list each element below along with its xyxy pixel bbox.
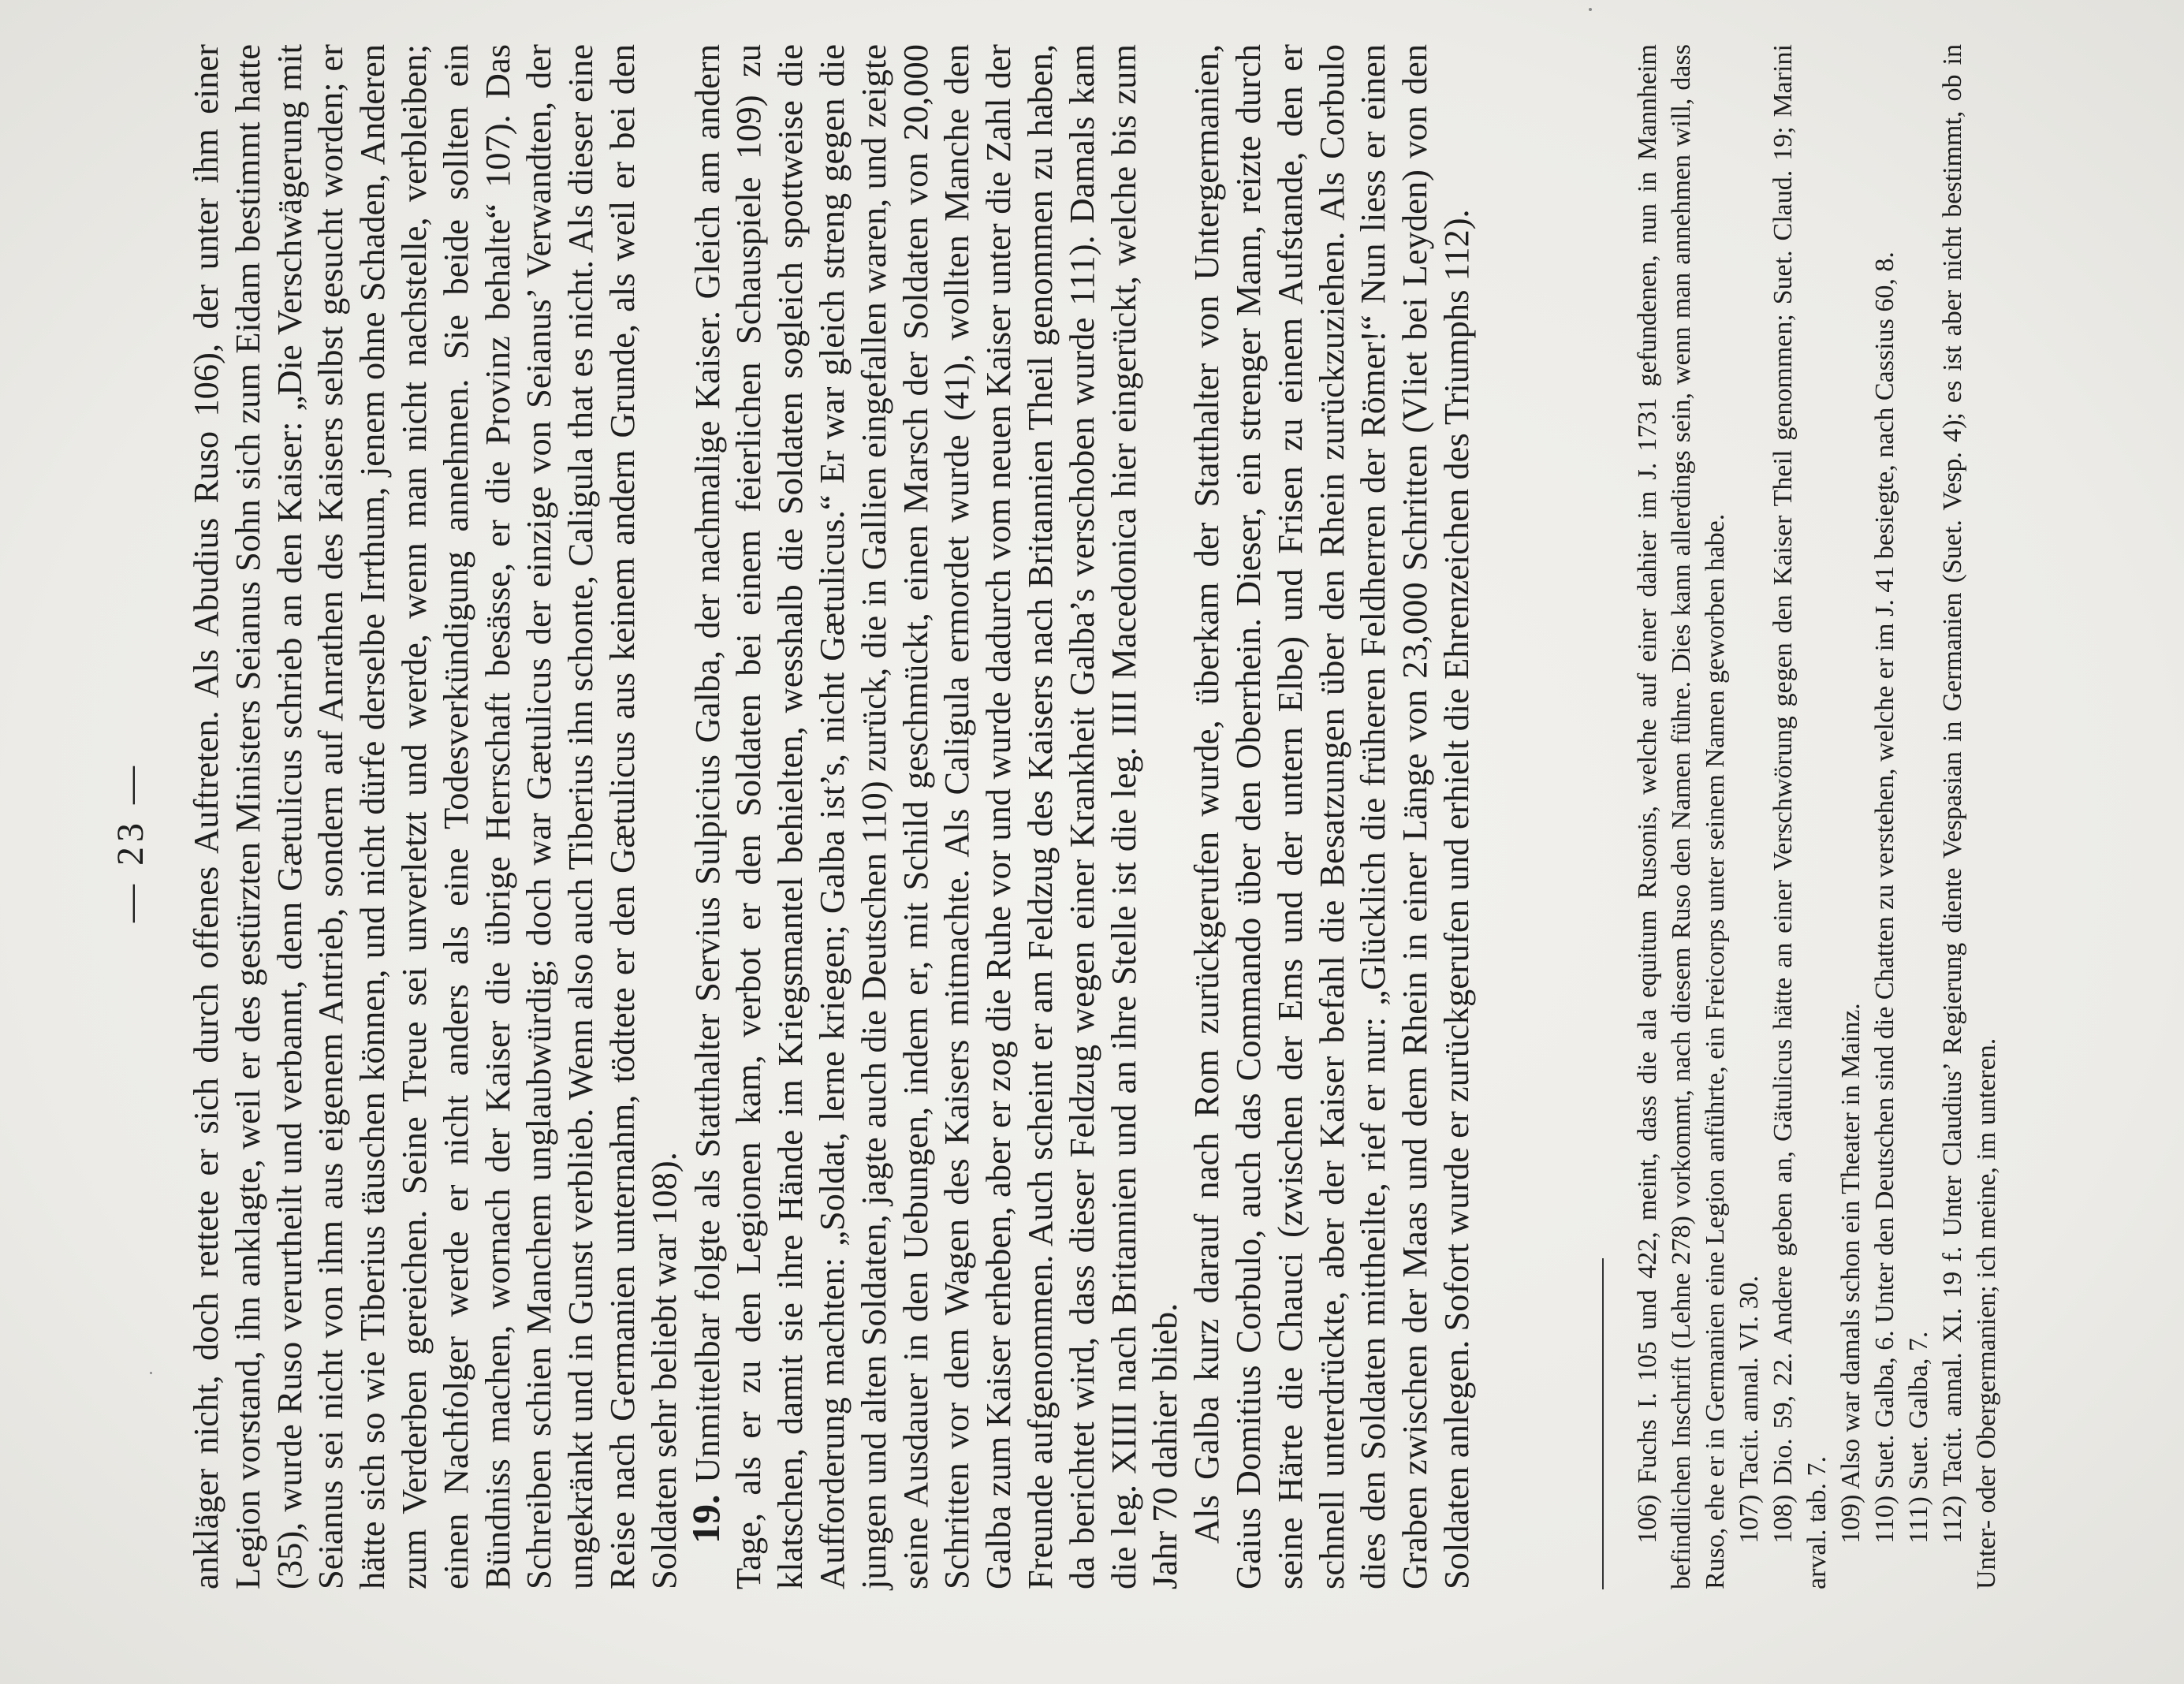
footnote-106: 106) Fuchs I. 105 und 422, meint, dass die ala equitum Rusonis, welche auf einer dahier im J. 1731 gefundenen, nun in Mannheim befindlichen Inschrift (Lehne 278) vorkommt, nach diesem Ruso den Namen führe. Dies kann allerdings sein, wenn man annehmen will, dass Ruso, ehe er in Germanien eine Legion anführte, ein Freicorps unter seinem Namen geworben habe.	[1633, 44, 1730, 1589]
page-number: — 23 —	[110, 762, 151, 922]
section-number: 19.	[683, 1494, 728, 1544]
footnote-108: 108) Dio. 59, 22. Andere geben an, Gätulicus hätte an einer Verschwörung gegen den Kaiser Theil genommen; Suet. Claud. 19; Marini arval. tab. 7.	[1768, 44, 1832, 1589]
paragraph-3: Als Galba kurz darauf nach Rom zurückgerufen wurde, überkam der Statthalter von Untergermanien, Gaius Domitius Corbulo, auch das Commando über den Oberrhein. Dieser, ein strenger Mann, reizte durch seine Härte die Chauci (zwischen der Ems und der untern Elbe) und Frisen zu einem Aufstande, den er schnell unterdrückte, aber der Kaiser befahl die Besatzungen über den Rhein zurückzuziehen. Als Corbulo dies den Soldaten mittheilte, rief er nur: „Glücklich die früheren Feldherren der Römer!“ Nun liess er einen Graben zwischen der Maas und dem Rhein in einer Länge von 23,000 Schritten (Vliet bei Leyden) von den Soldaten anlegen. Sofort wurde er zurückgerufen und erhielt die Ehrenzeichen des Triumphs 112).	[1187, 44, 1476, 1589]
footnote-107: 107) Tacit. annal. VI. 30.	[1735, 1275, 1764, 1544]
paragraph-2	[685, 44, 1187, 1589]
footnote-110: 110) Suet. Galba, 6. Unter den Deutschen sind die Chatten zu verstehen, welche er im J. 41 besiegte, nach Cassius 60, 8.	[1870, 251, 1899, 1544]
main-text	[185, 44, 1478, 1589]
paragraph-2-text: Unmittelbar folgte als Statthalter Servius Sulpicius Galba, der nachmalige Kaiser. Gleich am andern Tage, als er zu den Legionen kam, verbot er den Soldaten bei einem feierlichen Schauspiele 109) zu klatschen, damit sie ihre Hände im Kriegsmantel behielten, wesshalb die Soldaten sogleich spottweise die Aufforderung machten: „Soldat, lerne kriegen; Galba ist’s, nicht Gætulicus.“ Er war gleich streng gegen die jungen und alten Soldaten, jagte auch die Deutschen 110) zurück, die in Gallien eingefallen waren, und zeigte seine Ausdauer in den Uebungen, indem er, mit Schild geschmückt, einen Marsch der Soldaten von 20,000 Schritten vor dem Wagen des Kaisers mitmachte. Als Caligula ermordet wurde (41), wollten Manche den Galba zum Kaiser erheben, aber er zog die Ruhe vor und wurde dadurch vom neuen Kaiser unter die Zahl der Freunde aufgenommen. Auch scheint er am Feldzug des Kaisers nach Britannien Theil genommen zu haben, da berichtet wird, dass dieser Feldzug wegen einer Krankheit Galba’s verschoben wurde 111). Damals kam die leg. XIIII nach Britannien und an ihre Stelle ist die leg. IIII Macedonica hier eingerückt, welche bis zum Jahr 70 dahier blieb.	[687, 44, 1185, 1589]
footnote-111: 111) Suet. Galba, 7.	[1904, 1331, 1933, 1544]
footnote-rule	[1602, 1258, 1604, 1589]
footnotes	[1631, 44, 2003, 1589]
paragraph-1: ankläger nicht, doch rettete er sich durch offenes Auftreten. Als Abudius Ruso 106), der unter ihm einer Legion vorstand, ihn anklagte, weil er des gestürzten Ministers Seianus Sohn sich zum Eidam bestimmt hatte (35), wurde Ruso verurtheilt und verbannt, denn Gætulicus schrieb an den Kaiser: „Die Verschwägerung mit Seianus sei nicht von ihm aus eigenem Antrieb, sondern auf Anrathen des Kaisers selbst gesucht worden; er hätte sich so wie Tiberius täuschen können, und nicht dürfe derselbe Irrthum, jenem ohne Schaden, Anderen zum Verderben gereichen. Seine Treue sei unverletzt und werde, wenn man nicht nachstelle, verbleiben; einen Nachfolger werde er nicht anders als eine Todesverkündigung annehmen. Sie beide sollten ein Bündniss machen, wornach der Kaiser die übrige Herrschaft besässe, er die Provinz behalte“ 107). Das Schreiben schien Manchem unglaubwürdig; doch war Gætulicus der einzige von Seianus’ Verwandten, der ungekränkt und in Gunst verblieb. Wenn also auch Tiberius ihn schonte, Caligula that es nicht. Als dieser eine Reise nach Germanien unternahm, tödtete er den Gætulicus aus keinem andern Grunde, als weil er bei den Soldaten sehr beliebt war 108).	[186, 44, 684, 1589]
footnote-112: 112) Tacit. annal. XI. 19 f. Unter Claudius’ Regierung diente Vespasian in Germanien (Suet. Vesp. 4); es ist aber nicht bestimmt, ob in Unter- oder Obergermanien; ich meine, im unteren.	[1938, 44, 2001, 1589]
footnote-109: 109) Also war damals schon ein Theater in Mainz.	[1836, 1003, 1865, 1544]
